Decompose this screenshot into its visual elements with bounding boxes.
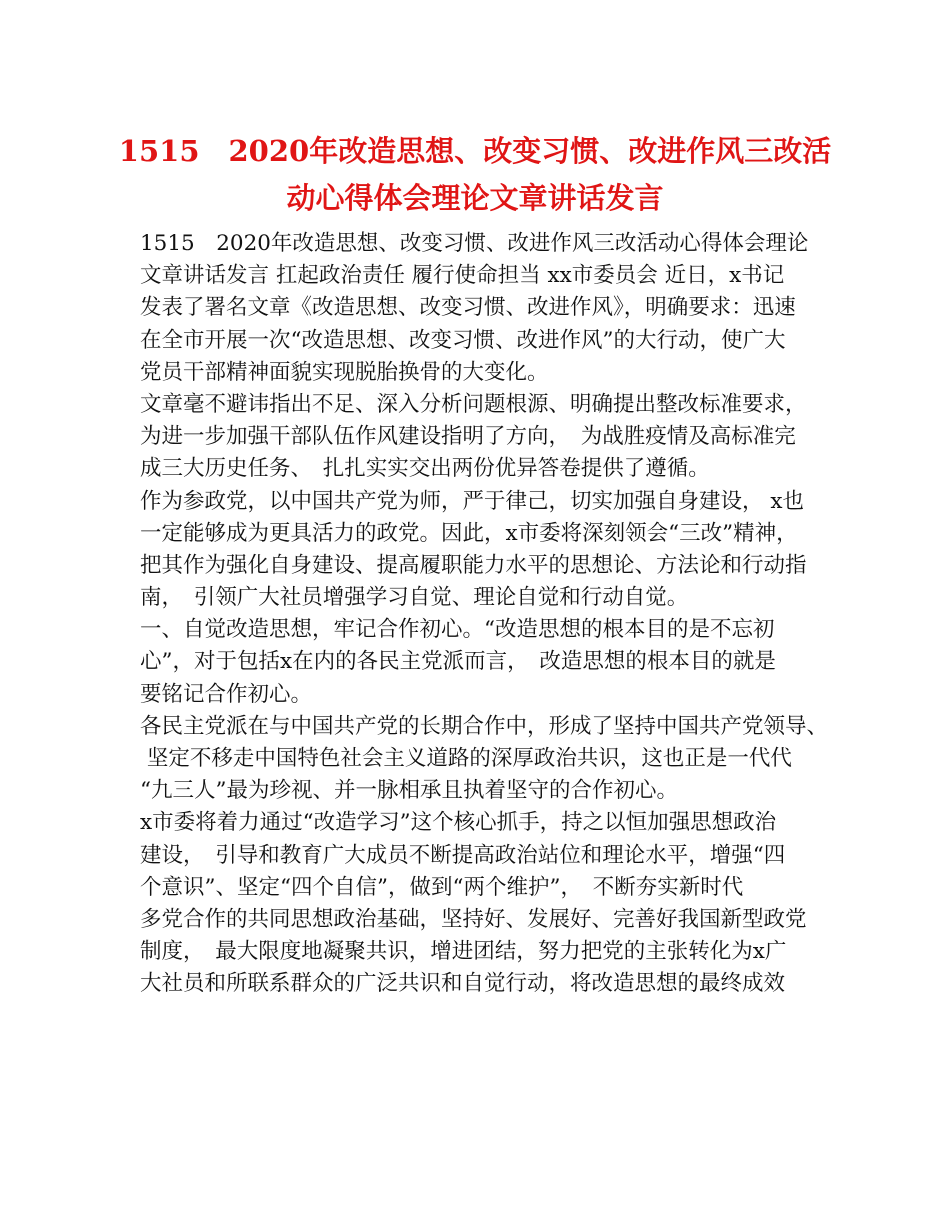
body-line: 发表了署名文章《改造思想、改变习惯、改进作风》，明确要求：迅速 — [140, 295, 796, 321]
body-line: “九三人”最为珍视、并一脉相承且执着坚守的合作初心。 — [140, 778, 678, 804]
body-line: 成三大历史任务、 扎扎实实交出两份优异答卷提供了遵循。 — [140, 456, 710, 482]
body-line: 心”，对于包括x在内的各民主党派而言， 改造思想的根本目的就是 — [140, 649, 776, 675]
body-line: 1515 2020年改造思想、改变习惯、改进作风三改活动心得体会理论 — [140, 231, 809, 256]
body-line: 在全市开展一次“改造思想、改变习惯、改进作风”的大行动，使广大 — [140, 327, 786, 353]
document-title — [100, 128, 850, 222]
body-line: 制度， 最大限度地凝聚共识，增进团结，努力把党的主张转化为x广 — [140, 939, 787, 965]
body-line: 大社员和所联系群众的广泛共识和自觉行动，将改造思想的最终成效 — [140, 971, 786, 997]
body-line: 把其作为强化自身建设、提高履职能力水平的思想论、方法论和行动指 — [140, 552, 807, 578]
title-line: 1515 2020年改造思想、改变习惯、改进作风三改活 — [118, 134, 832, 168]
body-line: 坚定不移走中国特色社会主义道路的深厚政治共识，这也正是一代代 — [140, 746, 792, 771]
body-line: 文章讲话发言 扛起政治责任 履行使命担当 xx市委员会 近日，x书记 — [140, 263, 785, 289]
body-line: 作为参政党，以中国共产党为师，严于律己，切实加强自身建设， x也 — [140, 488, 804, 514]
body-line: 党员干部精神面貌实现脱胎换骨的大变化。 — [140, 359, 549, 385]
body-line: 为进一步加强干部队伍作风建设指明了方向， 为战胜疫情及高标准完 — [140, 424, 796, 450]
body-line: 各民主党派在与中国共产党的长期合作中，形成了坚持中国共产党领导、 — [140, 713, 829, 739]
body-line: 文章毫不避讳指出不足、深入分析问题根源、明确提出整改标准要求， — [140, 391, 807, 417]
body-line: x市委将着力通过“改造学习”这个核心抓手，持之以恒加强思想政治 — [140, 810, 777, 836]
body-line: 一、自觉改造思想，牢记合作初心。“改造思想的根本目的是不忘初 — [140, 617, 775, 643]
document-body — [140, 228, 830, 1001]
title-line: 动心得体会理论文章讲话发言 — [286, 181, 664, 215]
body-line: 南， 引领广大社员增强学习自觉、理论自觉和行动自觉。 — [140, 585, 689, 611]
body-line: 多党合作的共同思想政治基础，坚持好、发展好、完善好我国新型政党 — [140, 906, 807, 932]
body-line: 要铭记合作初心。 — [140, 681, 313, 707]
body-line: 一定能够成为更具活力的政党。因此，x市委将深刻领会“三改”精神， — [140, 520, 798, 546]
body-line: 建设， 引导和教育广大成员不断提高政治站位和理论水平，增强“四 — [140, 842, 786, 868]
body-line: 个意识”、坚定“四个自信”，做到“两个维护”， 不断夯实新时代 — [140, 874, 744, 900]
